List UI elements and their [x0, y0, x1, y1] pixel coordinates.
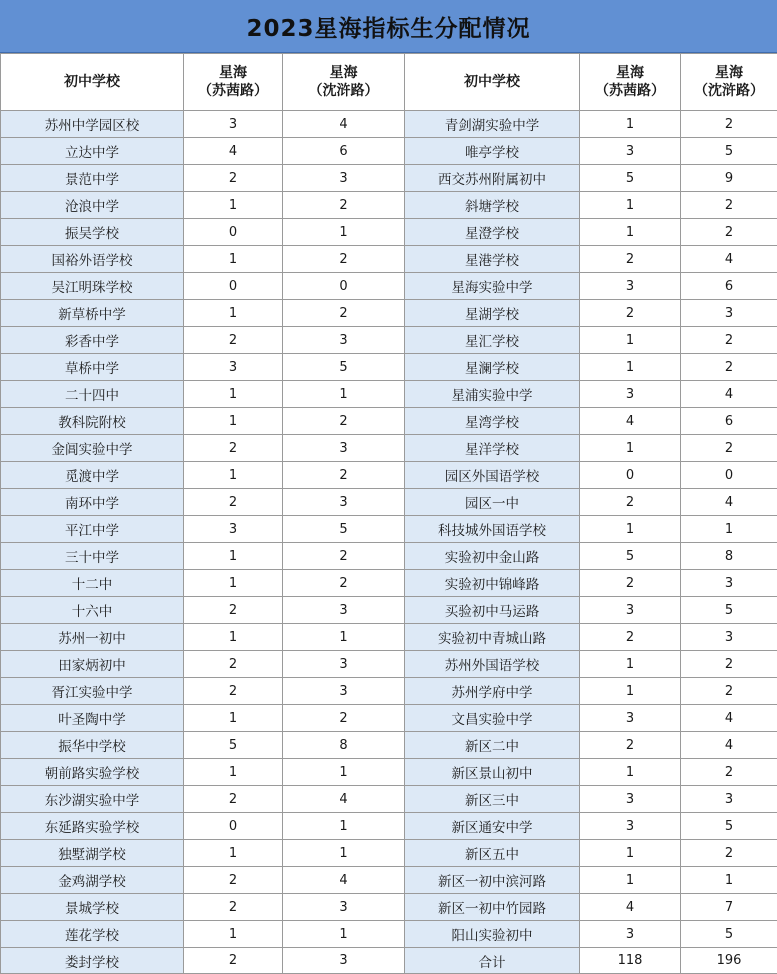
school-name-cell: 新区五中	[405, 840, 580, 867]
table-row	[1, 759, 777, 786]
shenhu-count-cell: 5	[283, 354, 405, 381]
suxi-count-cell: 1	[184, 192, 283, 219]
school-name-cell: 东延路实验学校	[1, 813, 184, 840]
shenhu-count-cell: 1	[681, 516, 777, 543]
school-name-cell: 新区三中	[405, 786, 580, 813]
suxi-count-cell: 2	[184, 435, 283, 462]
shenhu-count-cell: 4	[681, 732, 777, 759]
allocation-table	[0, 53, 777, 974]
table-row	[1, 786, 777, 813]
suxi-count-cell: 2	[580, 246, 681, 273]
shenhu-count-cell: 3	[681, 300, 777, 327]
school-name-cell: 娄封学校	[1, 948, 184, 974]
table-row	[1, 273, 777, 300]
shenhu-count-cell: 2	[283, 462, 405, 489]
table-row	[1, 543, 777, 570]
suxi-count-cell: 1	[580, 192, 681, 219]
school-name-cell: 星澜学校	[405, 354, 580, 381]
suxi-count-cell: 0	[184, 813, 283, 840]
suxi-count-cell: 2	[580, 732, 681, 759]
suxi-count-cell: 1	[580, 354, 681, 381]
school-name-cell: 买验初中马运路	[405, 597, 580, 624]
suxi-count-cell: 0	[184, 273, 283, 300]
table-row	[1, 327, 777, 354]
school-name-cell: 星汇学校	[405, 327, 580, 354]
school-name-cell: 独墅湖学校	[1, 840, 184, 867]
school-name-cell: 园区一中	[405, 489, 580, 516]
table-row	[1, 624, 777, 651]
school-name-cell: 实验初中金山路	[405, 543, 580, 570]
school-name-cell: 田家炳初中	[1, 651, 184, 678]
shenhu-count-cell: 3	[681, 570, 777, 597]
shenhu-count-cell: 2	[283, 705, 405, 732]
suxi-count-cell: 3	[184, 516, 283, 543]
shenhu-count-cell: 7	[681, 894, 777, 921]
school-name-cell: 苏州中学园区校	[1, 111, 184, 138]
table-row	[1, 840, 777, 867]
shenhu-count-cell: 0	[681, 462, 777, 489]
suxi-count-cell: 1	[580, 840, 681, 867]
table-row	[1, 381, 777, 408]
suxi-count-cell: 2	[184, 165, 283, 192]
suxi-count-cell: 1	[184, 570, 283, 597]
school-name-cell: 振华中学校	[1, 732, 184, 759]
shenhu-count-cell: 3	[283, 948, 405, 974]
suxi-count-cell: 1	[580, 516, 681, 543]
suxi-count-cell: 1	[580, 435, 681, 462]
suxi-count-cell: 5	[184, 732, 283, 759]
school-name-cell: 金阊实验中学	[1, 435, 184, 462]
header-suxi-2-line2: （苏茜路）	[595, 83, 665, 99]
header-suxi-line1: 星海	[219, 65, 247, 81]
table-row	[1, 921, 777, 948]
suxi-count-cell: 4	[184, 138, 283, 165]
suxi-count-cell: 2	[184, 489, 283, 516]
shenhu-count-cell: 0	[283, 273, 405, 300]
shenhu-count-cell: 6	[681, 408, 777, 435]
table-row	[1, 219, 777, 246]
suxi-count-cell: 2	[184, 678, 283, 705]
school-name-cell: 振吴学校	[1, 219, 184, 246]
header-shenhu	[283, 54, 405, 111]
shenhu-count-cell: 5	[283, 516, 405, 543]
school-name-cell: 科技城外国语学校	[405, 516, 580, 543]
table-row	[1, 408, 777, 435]
shenhu-count-cell: 1	[283, 624, 405, 651]
table-row	[1, 435, 777, 462]
suxi-count-cell: 2	[184, 867, 283, 894]
shenhu-count-cell: 4	[283, 786, 405, 813]
suxi-count-cell: 1	[184, 705, 283, 732]
suxi-count-cell: 1	[184, 543, 283, 570]
suxi-count-cell: 5	[580, 543, 681, 570]
shenhu-count-cell: 5	[681, 921, 777, 948]
header-suxi-2	[580, 54, 681, 111]
school-name-cell: 文昌实验中学	[405, 705, 580, 732]
suxi-count-cell: 1	[580, 111, 681, 138]
header-shenhu-2-line2: （沈浒路）	[694, 83, 764, 99]
table-row	[1, 732, 777, 759]
shenhu-count-cell: 1	[283, 813, 405, 840]
school-name-cell: 星浦实验中学	[405, 381, 580, 408]
shenhu-count-cell: 4	[681, 246, 777, 273]
school-name-cell: 星海实验中学	[405, 273, 580, 300]
suxi-count-cell: 2	[184, 786, 283, 813]
shenhu-count-cell: 3	[681, 786, 777, 813]
table-row	[1, 570, 777, 597]
shenhu-count-cell: 1	[283, 381, 405, 408]
shenhu-count-cell: 3	[283, 327, 405, 354]
header-shenhu-line1: 星海	[330, 65, 358, 81]
school-name-cell: 草桥中学	[1, 354, 184, 381]
school-name-cell: 苏州学府中学	[405, 678, 580, 705]
school-name-cell: 十二中	[1, 570, 184, 597]
suxi-count-cell: 2	[580, 624, 681, 651]
shenhu-count-cell: 6	[283, 138, 405, 165]
school-name-cell: 南环中学	[1, 489, 184, 516]
school-name-cell: 朝前路实验学校	[1, 759, 184, 786]
suxi-count-cell: 1	[184, 759, 283, 786]
school-name-cell: 园区外国语学校	[405, 462, 580, 489]
school-name-cell: 二十四中	[1, 381, 184, 408]
school-name-cell: 新草桥中学	[1, 300, 184, 327]
school-name-cell: 新区一初中竹园路	[405, 894, 580, 921]
suxi-count-cell: 3	[580, 786, 681, 813]
shenhu-count-cell: 196	[681, 948, 777, 974]
school-name-cell: 实验初中锦峰路	[405, 570, 580, 597]
shenhu-count-cell: 1	[283, 921, 405, 948]
suxi-count-cell: 1	[580, 759, 681, 786]
school-name-cell: 平江中学	[1, 516, 184, 543]
suxi-count-cell: 2	[580, 300, 681, 327]
shenhu-count-cell: 2	[681, 327, 777, 354]
shenhu-count-cell: 2	[681, 219, 777, 246]
suxi-count-cell: 1	[184, 921, 283, 948]
suxi-count-cell: 3	[580, 381, 681, 408]
school-name-cell: 东沙湖实验中学	[1, 786, 184, 813]
header-row	[1, 54, 777, 111]
table-row	[1, 597, 777, 624]
table-row	[1, 489, 777, 516]
school-name-cell: 金鸡湖学校	[1, 867, 184, 894]
school-name-cell: 新区景山初中	[405, 759, 580, 786]
suxi-count-cell: 5	[580, 165, 681, 192]
table-row	[1, 354, 777, 381]
suxi-count-cell: 1	[184, 246, 283, 273]
suxi-count-cell: 3	[580, 921, 681, 948]
school-name-cell: 苏州外国语学校	[405, 651, 580, 678]
shenhu-count-cell: 2	[283, 300, 405, 327]
suxi-count-cell: 3	[580, 273, 681, 300]
suxi-count-cell: 2	[184, 894, 283, 921]
table-row	[1, 246, 777, 273]
shenhu-count-cell: 4	[681, 705, 777, 732]
suxi-count-cell: 2	[184, 327, 283, 354]
school-name-cell: 沧浪中学	[1, 192, 184, 219]
suxi-count-cell: 1	[184, 840, 283, 867]
suxi-count-cell: 3	[580, 138, 681, 165]
shenhu-count-cell: 9	[681, 165, 777, 192]
table-row	[1, 948, 777, 974]
table-row	[1, 894, 777, 921]
school-name-cell: 三十中学	[1, 543, 184, 570]
shenhu-count-cell: 4	[283, 867, 405, 894]
school-name-cell: 阳山实验初中	[405, 921, 580, 948]
suxi-count-cell: 0	[580, 462, 681, 489]
header-school: 初中学校	[1, 54, 184, 111]
suxi-count-cell: 4	[580, 408, 681, 435]
shenhu-count-cell: 2	[681, 435, 777, 462]
school-name-cell: 新区二中	[405, 732, 580, 759]
school-name-cell: 新区一初中滨河路	[405, 867, 580, 894]
suxi-count-cell: 2	[184, 597, 283, 624]
shenhu-count-cell: 3	[283, 489, 405, 516]
table-row	[1, 300, 777, 327]
suxi-count-cell: 3	[184, 111, 283, 138]
header-shenhu-line2: （沈浒路）	[309, 83, 379, 99]
school-name-cell: 星洋学校	[405, 435, 580, 462]
suxi-count-cell: 3	[580, 705, 681, 732]
shenhu-count-cell: 3	[283, 435, 405, 462]
shenhu-count-cell: 2	[283, 543, 405, 570]
shenhu-count-cell: 1	[283, 219, 405, 246]
table-row	[1, 705, 777, 732]
school-name-cell: 星澄学校	[405, 219, 580, 246]
table-row	[1, 192, 777, 219]
school-name-cell: 星湾学校	[405, 408, 580, 435]
school-name-cell: 斜塘学校	[405, 192, 580, 219]
table-row	[1, 516, 777, 543]
suxi-count-cell: 4	[580, 894, 681, 921]
shenhu-count-cell: 4	[283, 111, 405, 138]
shenhu-count-cell: 5	[681, 138, 777, 165]
table-row	[1, 165, 777, 192]
shenhu-count-cell: 2	[283, 192, 405, 219]
shenhu-count-cell: 2	[681, 192, 777, 219]
school-name-cell: 吴江明珠学校	[1, 273, 184, 300]
school-name-cell: 国裕外语学校	[1, 246, 184, 273]
shenhu-count-cell: 8	[283, 732, 405, 759]
shenhu-count-cell: 1	[283, 759, 405, 786]
school-name-cell: 唯亭学校	[405, 138, 580, 165]
school-name-cell: 教科院附校	[1, 408, 184, 435]
suxi-count-cell: 3	[580, 813, 681, 840]
shenhu-count-cell: 6	[681, 273, 777, 300]
shenhu-count-cell: 5	[681, 813, 777, 840]
school-name-cell: 莲花学校	[1, 921, 184, 948]
table-body	[1, 111, 777, 974]
suxi-count-cell: 1	[580, 327, 681, 354]
shenhu-count-cell: 3	[283, 894, 405, 921]
school-name-cell: 星港学校	[405, 246, 580, 273]
table-row	[1, 651, 777, 678]
suxi-count-cell: 1	[580, 678, 681, 705]
header-suxi-line2: （苏茜路）	[198, 83, 268, 99]
suxi-count-cell: 1	[580, 867, 681, 894]
shenhu-count-cell: 2	[681, 759, 777, 786]
table-row	[1, 813, 777, 840]
shenhu-count-cell: 3	[283, 597, 405, 624]
shenhu-count-cell: 3	[283, 165, 405, 192]
shenhu-count-cell: 3	[283, 651, 405, 678]
suxi-count-cell: 2	[580, 570, 681, 597]
header-shenhu-2	[681, 54, 777, 111]
school-name-cell: 胥江实验中学	[1, 678, 184, 705]
shenhu-count-cell: 2	[283, 408, 405, 435]
table-row	[1, 138, 777, 165]
suxi-count-cell: 1	[184, 381, 283, 408]
school-name-cell: 叶圣陶中学	[1, 705, 184, 732]
shenhu-count-cell: 2	[681, 354, 777, 381]
shenhu-count-cell: 2	[681, 111, 777, 138]
shenhu-count-cell: 5	[681, 597, 777, 624]
suxi-count-cell: 2	[580, 489, 681, 516]
shenhu-count-cell: 1	[283, 840, 405, 867]
shenhu-count-cell: 4	[681, 489, 777, 516]
suxi-count-cell: 1	[580, 219, 681, 246]
shenhu-count-cell: 2	[283, 570, 405, 597]
shenhu-count-cell: 1	[681, 867, 777, 894]
header-school-2: 初中学校	[405, 54, 580, 111]
school-name-cell: 十六中	[1, 597, 184, 624]
header-suxi-2-line1: 星海	[616, 65, 644, 81]
suxi-count-cell: 3	[184, 354, 283, 381]
suxi-count-cell: 118	[580, 948, 681, 974]
school-name-cell: 立达中学	[1, 138, 184, 165]
school-name-cell: 觅渡中学	[1, 462, 184, 489]
school-name-cell: 景范中学	[1, 165, 184, 192]
table-row	[1, 867, 777, 894]
school-name-cell: 新区通安中学	[405, 813, 580, 840]
suxi-count-cell: 1	[184, 408, 283, 435]
suxi-count-cell: 2	[184, 948, 283, 974]
suxi-count-cell: 3	[580, 597, 681, 624]
page-title: 2023星海指标生分配情况	[0, 0, 777, 53]
shenhu-count-cell: 2	[681, 678, 777, 705]
shenhu-count-cell: 3	[681, 624, 777, 651]
school-name-cell: 西交苏州附属初中	[405, 165, 580, 192]
school-name-cell: 星湖学校	[405, 300, 580, 327]
suxi-count-cell: 1	[184, 300, 283, 327]
suxi-count-cell: 0	[184, 219, 283, 246]
table-row	[1, 678, 777, 705]
school-name-cell: 苏州一初中	[1, 624, 184, 651]
header-shenhu-2-line1: 星海	[715, 65, 743, 81]
suxi-count-cell: 1	[184, 462, 283, 489]
school-name-cell: 景城学校	[1, 894, 184, 921]
shenhu-count-cell: 2	[681, 651, 777, 678]
shenhu-count-cell: 4	[681, 381, 777, 408]
shenhu-count-cell: 2	[681, 840, 777, 867]
school-name-cell: 合计	[405, 948, 580, 974]
school-name-cell: 青剑湖实验中学	[405, 111, 580, 138]
shenhu-count-cell: 3	[283, 678, 405, 705]
suxi-count-cell: 1	[580, 651, 681, 678]
table-row	[1, 111, 777, 138]
suxi-count-cell: 1	[184, 624, 283, 651]
school-name-cell: 彩香中学	[1, 327, 184, 354]
header-suxi	[184, 54, 283, 111]
table-row	[1, 462, 777, 489]
shenhu-count-cell: 2	[283, 246, 405, 273]
suxi-count-cell: 2	[184, 651, 283, 678]
school-name-cell: 实验初中青城山路	[405, 624, 580, 651]
shenhu-count-cell: 8	[681, 543, 777, 570]
